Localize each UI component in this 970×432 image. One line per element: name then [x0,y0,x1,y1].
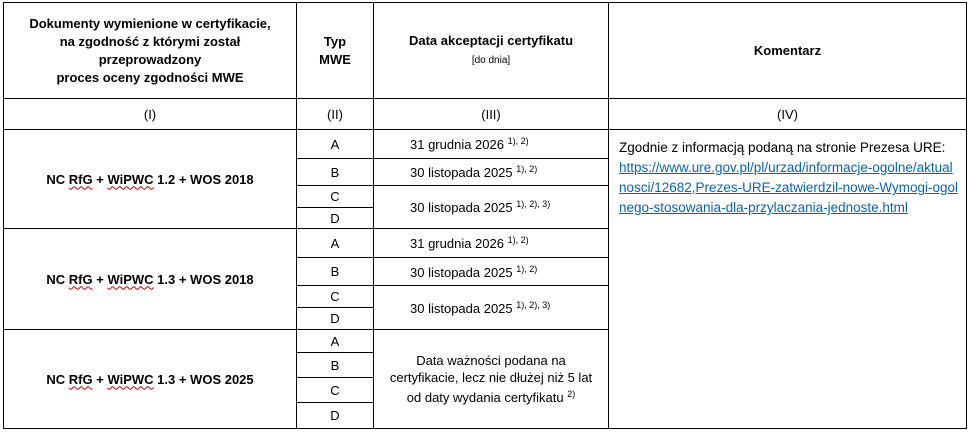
type-cell: A [297,330,374,353]
footnote-ref: 2) [567,389,576,399]
doc-rfg: RfG [68,271,93,287]
footnote-ref: 1), 2), 3) [516,299,551,310]
header-comment-label: Komentarz [753,42,822,58]
date-cell [374,258,609,286]
date-text: 30 listopada 2025 [410,300,513,316]
date-cell [374,130,609,159]
date-text: 30 listopada 2025 [410,165,513,180]
roman-numeral: (II) [297,99,374,130]
validity-line: certyfikacie, lecz nie dłużej niż 5 lat [389,370,593,385]
doc-version: 1.3 + WOS 2018 [157,271,254,287]
doc-nc: NC [46,371,66,387]
doc-plus: + [96,171,104,187]
roman-row [4,99,967,130]
header-documents-line: przeprowadzony [98,51,202,67]
type-cell: C [297,378,374,403]
header-date [374,3,609,99]
certificate-table [3,2,967,429]
doc-plus: + [96,271,104,287]
doc-nc: NC [46,271,66,287]
doc-rfg: RfG [68,371,93,387]
header-row [4,3,967,99]
validity-line: Data ważności podana na [416,353,566,368]
doc-nc: NC [46,171,66,187]
roman-numeral: (III) [374,99,609,130]
date-cell [374,229,609,258]
date-text: 31 grudnia 2026 [410,236,504,251]
header-date-main: Data akceptacji certyfikatu [408,32,574,48]
roman-numeral: (IV) [609,99,967,130]
doc-rfg: RfG [68,171,93,187]
comment-text: Zgodnie z informacją podaną na stronie Prezesa URE: [619,140,946,155]
validity-cell [374,330,609,429]
comment-cell [609,130,967,429]
header-documents-line: Dokumenty wymienione w certyfikacie, [29,15,271,31]
header-documents-line: proces oceny zgodności MWE [56,69,244,85]
footnote-ref: 1), 2) [507,235,529,245]
document-cell-1 [4,130,297,229]
type-cell: D [297,208,374,229]
header-date-sub: [do dnia] [471,54,511,66]
doc-wipwc: WiPWC [107,271,154,287]
date-cell [374,186,609,229]
type-cell: B [297,258,374,286]
document-cell-3 [4,330,297,429]
document-cell-2 [4,229,297,330]
ure-link[interactable]: https://www.ure.gov.pl/pl/urzad/informacje-ogolne/aktualnosci/12682,Prezes-URE-zatwierdzil-nowe-Wymogi-ogolnego-stosowania-dla-przylaczania-jednoste.html [619,160,959,215]
header-documents [4,3,297,99]
validity-line: od daty wydania certyfikatu [406,390,564,405]
footnote-ref: 1), 2) [507,136,529,146]
header-type-line: Typ [323,33,347,49]
type-cell: A [297,229,374,258]
doc-wipwc: WiPWC [107,171,154,187]
type-cell: B [297,159,374,186]
footnote-ref: 1), 2) [516,164,538,174]
roman-numeral: (I) [4,99,297,130]
type-cell: D [297,403,374,429]
header-type-line: MWE [319,51,351,67]
date-text: 30 listopada 2025 [410,200,513,215]
date-cell [374,159,609,186]
date-cell [374,286,609,330]
footnote-ref: 1), 2) [516,263,538,274]
header-type [297,3,374,99]
type-cell: B [297,353,374,378]
type-cell: D [297,308,374,330]
type-cell: C [297,186,374,208]
type-cell: C [297,286,374,308]
footnote-ref: 1), 2), 3) [516,199,551,209]
doc-version: 1.2 + WOS 2018 [157,171,254,187]
table-row [4,130,967,159]
header-comment [609,3,967,99]
date-text: 31 grudnia 2026 [410,137,504,152]
type-cell: A [297,130,374,159]
doc-plus: + [96,371,104,387]
date-text: 30 listopada 2025 [410,264,513,280]
header-documents-line: na zgodność z którymi został [59,33,241,49]
doc-wipwc: WiPWC [107,371,154,387]
doc-version: 1.3 + WOS 2025 [157,371,254,387]
